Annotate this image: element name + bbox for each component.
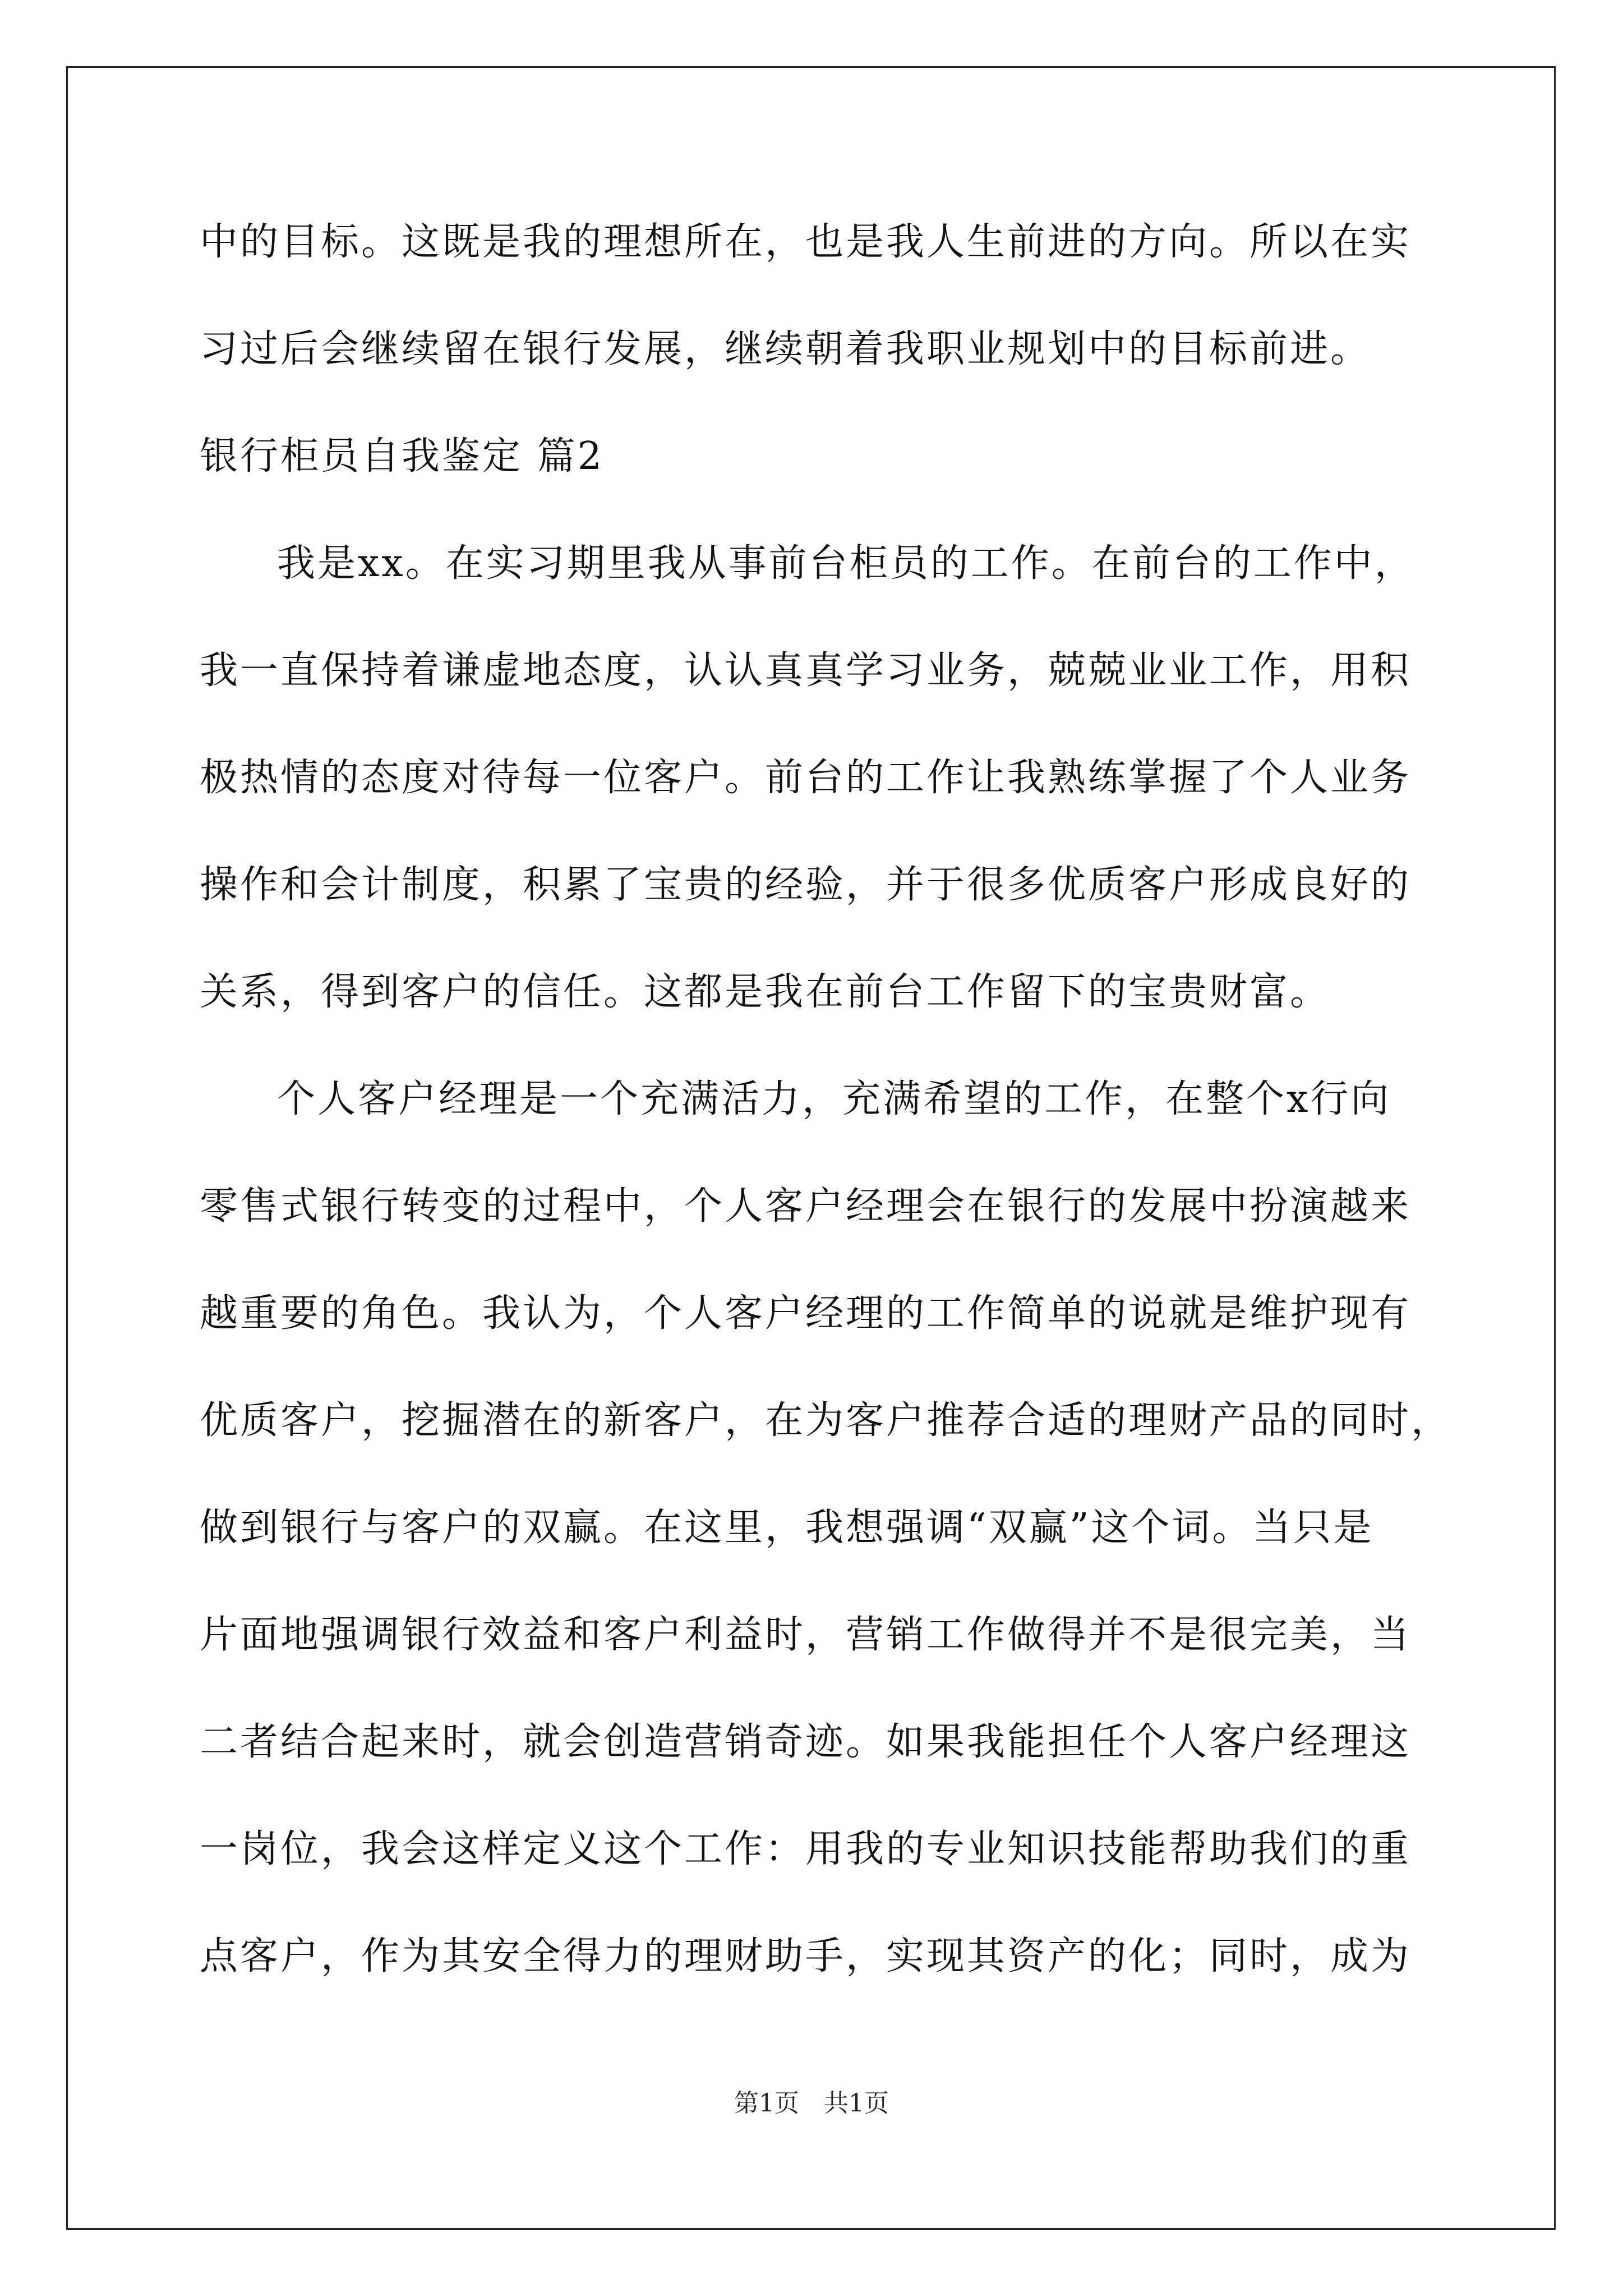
text-line: 中的目标。这既是我的理想所在，也是我人生前进的方向。所以在实 (200, 220, 1412, 264)
section-heading: 银行柜员自我鉴定 篇2 (200, 434, 604, 478)
paragraph-first-line: 个人客户经理是一个充满活力，充满希望的工作，在整个x行向 (277, 1077, 1391, 1121)
text-line: 习过后会继续留在银行发展，继续朝着我职业规划中的目标前进。 (200, 327, 1371, 371)
text-line: 二者结合起来时，就会创造营销奇迹。如果我能担任个人客户经理这 (200, 1720, 1412, 1764)
text-line: 做到银行与客户的双赢。在这里，我想强调“双赢”这个词。当只是 (200, 1506, 1374, 1550)
text-line: 点客户，作为其安全得力的理财助手，实现其资产的化；同时，成为 (200, 1934, 1412, 1978)
text-line: 关系，得到客户的信任。这都是我在前台工作留下的宝贵财富。 (200, 970, 1331, 1014)
page-footer: 第1页 共1页 (734, 2089, 889, 2118)
text-line: 片面地强调银行效益和客户利益时，营销工作做得并不是很完美，当 (200, 1613, 1412, 1657)
paragraph-first-line: 我是xx。在实习期里我从事前台柜员的工作。在前台的工作中， (277, 541, 1415, 586)
text-line: 极热情的态度对待每一位客户。前台的工作让我熟练掌握了个人业务 (200, 756, 1412, 800)
text-line: 一岗位，我会这样定义这个工作：用我的专业知识技能帮助我们的重 (200, 1827, 1412, 1871)
text-line: 零售式银行转变的过程中，个人客户经理会在银行的发展中扮演越来 (200, 1184, 1412, 1228)
text-line: 我一直保持着谦虚地态度，认认真真学习业务，兢兢业业工作，用积 (200, 648, 1412, 693)
page-border (66, 66, 1556, 2230)
text-line: 越重要的角色。我认为，个人客户经理的工作简单的说就是维护现有 (200, 1291, 1412, 1336)
text-line: 优质客户，挖掘潜在的新客户，在为客户推荐合适的理财产品的同时， (200, 1398, 1452, 1443)
text-line: 操作和会计制度，积累了宝贵的经验，并于很多优质客户形成良好的 (200, 863, 1412, 907)
